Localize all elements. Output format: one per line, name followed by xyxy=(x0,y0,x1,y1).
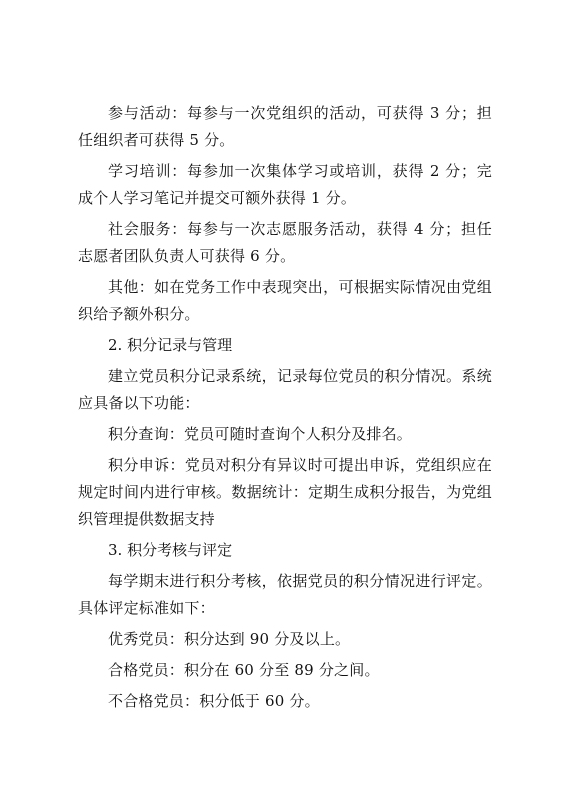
paragraph-excellent-member: 优秀党员：积分达到 90 分及以上。 xyxy=(108,630,351,648)
paragraph-activity-points: 参与活动：每参与一次党组织的活动，可获得 3 分；担任组织者可获得 5 分。 xyxy=(78,104,492,149)
document-body xyxy=(78,100,492,719)
paragraph-study-points: 学习培训：每参加一次集体学习或培训，获得 2 分；完成个人学习笔记并提交可额外获得 1 分。 xyxy=(78,162,492,207)
paragraph-assessment-intro: 每学期末进行积分考核，依据党员的积分情况进行评定。具体评定标准如下： xyxy=(78,572,492,617)
paragraph-other-points: 其他：如在党务工作中表现突出，可根据实际情况由党组织给予额外积分。 xyxy=(78,278,492,323)
paragraph-unqualified-member: 不合格党员：积分低于 60 分。 xyxy=(108,692,320,710)
paragraph-service-points: 社会服务：每参与一次志愿服务活动，获得 4 分；担任志愿者团队负责人可获得 6 分。 xyxy=(78,220,492,265)
paragraph-points-query: 积分查询：党员可随时查询个人积分及排名。 xyxy=(108,425,413,443)
paragraph-record-system: 建立党员积分记录系统，记录每位党员的积分情况。系统应具备以下功能： xyxy=(78,367,492,412)
section-heading-record-management: 2. 积分记录与管理 xyxy=(108,336,233,354)
paragraph-points-appeal: 积分申诉：党员对积分有异议时可提出申诉，党组织应在规定时间内进行审核。数据统计：定期生成积分报告，为党组织管理提供数据支持 xyxy=(78,456,492,528)
section-heading-assessment: 3. 积分考核与评定 xyxy=(108,541,233,559)
paragraph-qualified-member: 合格党员：积分在 60 分至 89 分之间。 xyxy=(108,661,380,679)
